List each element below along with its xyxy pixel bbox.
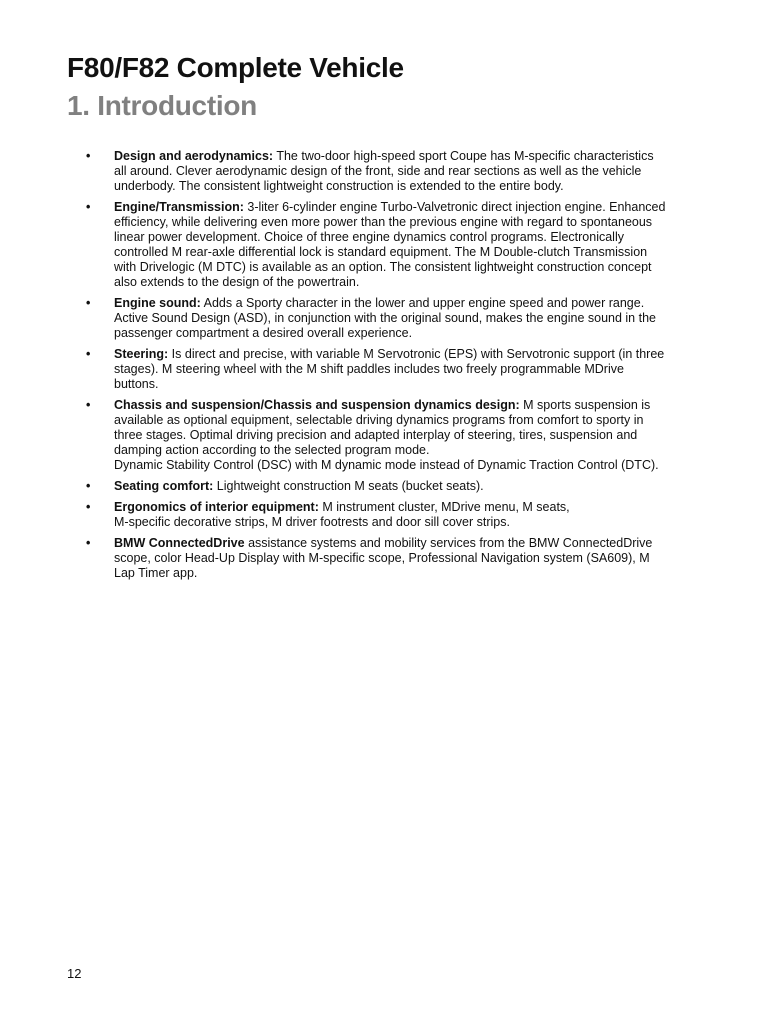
list-item-engine-transmission xyxy=(86,200,666,290)
item-text-continued: M-specific decorative strips, M driver footrests and door sill cover strips. xyxy=(114,515,510,529)
page-title: F80/F82 Complete Vehicle xyxy=(67,52,404,83)
bullet-icon: • xyxy=(86,500,91,514)
item-heading: Seating comfort: xyxy=(114,479,214,493)
feature-list xyxy=(86,149,666,587)
item-heading: Design and aerodynamics: xyxy=(114,149,274,163)
section-heading: 1. Introduction xyxy=(67,90,257,121)
item-text: 3-liter 6-cylinder engine Turbo-Valvetronic direct injection engine. Enhanced efficiency, while delivering even more power than the previous engine with regard to spontaneous linear power development. Choice of three engine dynamics control programs. Electronically controlled M rear-axle differential lock is standard equipment. The M Double-clutch Transmission with Drivelogic (M DTC) is available as an option. The consistent lightweight construction concept also extends to the design of the powertrain. xyxy=(114,200,666,289)
list-item-design-aerodynamics xyxy=(86,149,666,194)
list-item-seating-comfort xyxy=(86,479,666,494)
list-item-chassis-suspension xyxy=(86,398,666,473)
page-number: 12 xyxy=(67,966,82,981)
item-heading: Chassis and suspension/Chassis and suspension dynamics design: xyxy=(114,398,520,412)
item-heading: BMW ConnectedDrive xyxy=(114,536,245,550)
item-heading: Engine/Transmission: xyxy=(114,200,244,214)
bullet-icon: • xyxy=(86,398,91,412)
item-heading: Steering: xyxy=(114,347,169,361)
bullet-icon: • xyxy=(86,296,91,310)
item-text: M sports suspension is available as optional equipment, selectable driving dynamics programs from comfort to sporty in three stages. Optimal driving precision and adapted interplay of steering, tires, suspension and damping action according to the selected program mode. xyxy=(114,398,651,457)
item-heading: Ergonomics of interior equipment: xyxy=(114,500,319,514)
item-text: Adds a Sporty character in the lower and upper engine speed and power range. Active Sound Design (ASD), in conjunction with the original sound, makes the engine sound in the passenger compartment a desired overall experience. xyxy=(114,296,656,340)
item-text: The two-door high-speed sport Coupe has M-specific characteristics all around. Clever aerodynamic design of the front, side and rear sections as well as the vehicle underbody. The consistent lightweight construction is extended to the entire body. xyxy=(114,149,654,193)
list-item-steering xyxy=(86,347,666,392)
item-text: M instrument cluster, MDrive menu, M seats, xyxy=(322,500,570,514)
list-item-interior-ergonomics xyxy=(86,500,666,530)
list-item-connecteddrive xyxy=(86,536,666,581)
list-item-engine-sound xyxy=(86,296,666,341)
bullet-icon: • xyxy=(86,200,91,214)
item-text: Is direct and precise, with variable M Servotronic (EPS) with Servotronic support (in three stages). M steering wheel with the M shift paddles includes two freely programmable MDrive buttons. xyxy=(114,347,665,391)
bullet-icon: • xyxy=(86,536,91,550)
bullet-icon: • xyxy=(86,347,91,361)
item-heading: Engine sound: xyxy=(114,296,201,310)
item-text-continued: Dynamic Stability Control (DSC) with M dynamic mode instead of Dynamic Traction Control (DTC). xyxy=(114,458,659,472)
item-text: Lightweight construction M seats (bucket seats). xyxy=(216,479,484,493)
bullet-icon: • xyxy=(86,479,91,493)
bullet-icon: • xyxy=(86,149,91,163)
item-text: assistance systems and mobility services from the BMW ConnectedDrive scope, color Head-Up Display with M-specific scope, Professional Navigation system (SA609), M Lap Timer app. xyxy=(114,536,653,580)
